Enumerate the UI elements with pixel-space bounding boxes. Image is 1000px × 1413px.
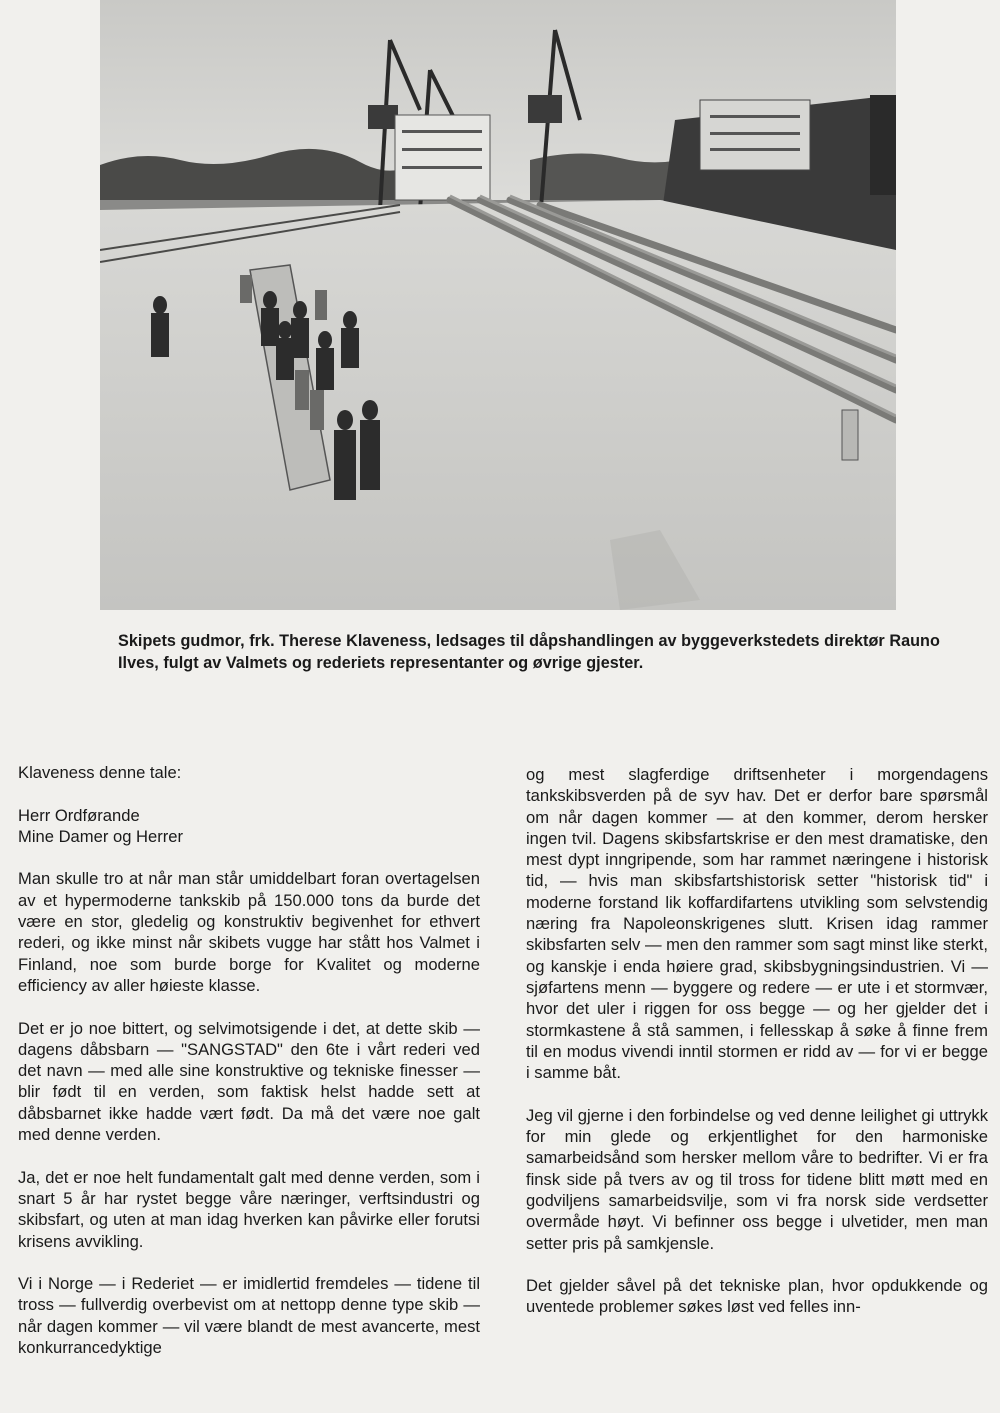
salutation-line-2: Mine Damer og Herrer	[18, 826, 184, 846]
salutation-line-1: Herr Ordførande	[18, 805, 140, 825]
ship-deck-photo	[100, 0, 896, 610]
salutation	[18, 805, 480, 848]
photo-caption: Skipets gudmor, frk. Therese Klaveness, ledsages til dåpshandlingen av byggeverkstedets direktør Rauno Ilves, fulgt av Valmets og rederiets representanter og øvrige gjester.	[118, 632, 940, 672]
paragraph: Ja, det er noe helt fundamentalt galt med denne verden, som i snart 5 år har rystet begge våre næringer, verftsindustri og skibsfart, og uten at man idag hverken kan påvirke eller forutsi krisens avvikling.	[18, 1167, 480, 1251]
paragraph: Det gjelder såvel på det tekniske plan, hvor opdukkende og uventede problemer søkes løst ved felles inn-	[526, 1276, 988, 1317]
paragraph: Jeg vil gjerne i den forbindelse og ved denne leilighet gi uttrykk for min glede og erkjentlighet for den harmoniske samarbeidsånd som hersker mellom våre to bedrifter. Vi er fra finsk side på tvers av og til tross for tidene blitt møtt med en godviljens samarbeidsvilje, som vi fra norsk side verdsetter overmåde høyt. Vi befinner oss begge i ulvetider, men man setter pris på samkjensle.	[526, 1105, 988, 1253]
left-column	[18, 762, 480, 1358]
right-column	[526, 764, 988, 1318]
paragraph: og mest slagferdige driftsenheter i morgendagens tankskibsverden på de syv hav. Det er derfor bare spørsmål om når dagen kommer — at den kommer, derom hersker ingen tvil. Dagens skibsfartskrise er den mest dramatiske, den mest dypt inngripende, som har rammet næringene i historisk tid, — hvis man skibsfartshistorisk setter "historisk tid" i moderne forstand lik koffardifartens utvikling som selvstendig næring fra Napoleonskrigenes slutt. Krisen idag rammer skibsfarten selv — men den rammer som sagt minst like sterkt, og kanskje i enda høiere grad, skibsbygningsindustrien. Vi — sjøfartens menn — byggere og redere — er ute i et stormvær, hvor det uler i riggen for oss begge — og her gjelder det i stormkastene å stå sammen, i fellesskap å søke å finne frem til en modus vivendi inntil stormen er ridd av — for vi er begge i samme båt.	[526, 765, 988, 1083]
ship-deck-illustration	[100, 0, 896, 610]
intro-line: Klaveness denne tale:	[18, 763, 182, 782]
paragraph: Man skulle tro at når man står umiddelbart foran overtagelsen av et hypermoderne tankskib på 150.000 tons da burde det være en stor, gledelig og konstruktiv begivenhet for ethvert rederi, og ikke minst når skibets vugge har stått hos Valmet i Finland, noe som burde borge for Kvalitet og moderne efficiency av aller høieste klasse.	[18, 869, 480, 995]
paragraph: Det er jo noe bittert, og selvimotsigende i det, at dette skib — dagens dåbsbarn — "SANGSTAD" den 6te i vårt rederi ved det navn — med alle sine konstruktive og tekniske finesser — blir født til en verden, som faktisk helst hadde sett at dåbsbarnet ikke hadde vært født. Da må det være noe galt med denne verden.	[18, 1018, 480, 1145]
paragraph: Vi i Norge — i Rederiet — er imidlertid fremdeles — tidene til tross — fullverdig overbevist om at nettopp denne type skib — når dagen kommer — vil være blandt de mest avancerte, mest konkurrancedyktige	[18, 1274, 480, 1358]
